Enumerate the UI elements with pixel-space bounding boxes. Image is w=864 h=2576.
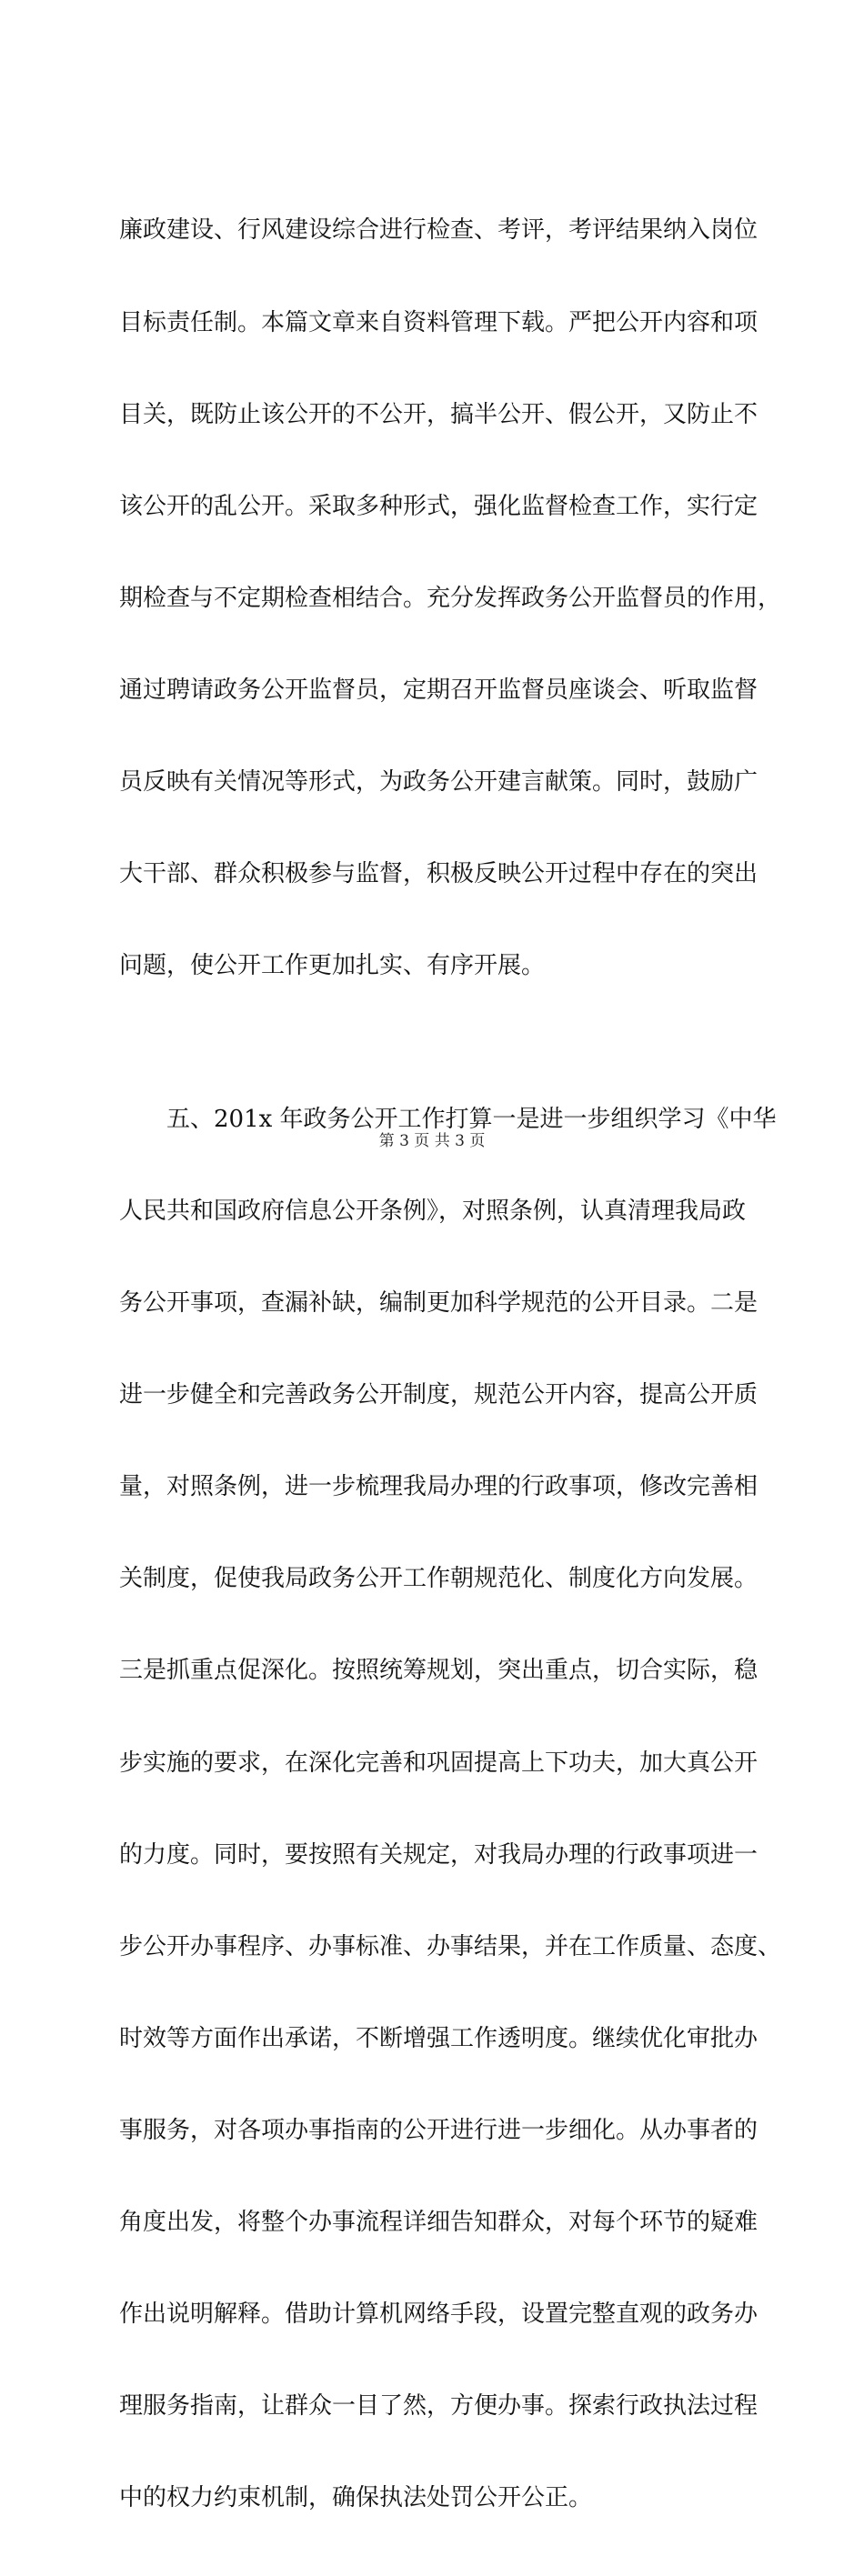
text-line: 大干部、群众积极参与监督，积极反映公开过程中存在的突出 — [119, 860, 759, 888]
text-line: 通过聘请政务公开监督员，定期召开监督员座谈会、听取监督 — [119, 676, 759, 704]
text-line: 进一步健全和完善政务公开制度，规范公开内容，提高公开质 — [119, 1381, 759, 1409]
text-line: 事服务，对各项办事指南的公开进行进一步细化。从办事者的 — [119, 2117, 759, 2144]
text-line: 务公开事项，查漏补缺，编制更加科学规范的公开目录。二是 — [119, 1289, 759, 1318]
text-line: 问题，使公开工作更加扎实、有序开展。 — [119, 952, 546, 980]
text-line: 步公开办事程序、办事标准、办事结果，并在工作质量、态度、 — [119, 1932, 782, 1960]
text-line: 该公开的乱公开。采取多种形式，强化监督检查工作，实行定 — [119, 492, 759, 520]
text-line: 廉政建设、行风建设综合进行检查、考评，考评结果纳入岗位 — [119, 216, 759, 245]
text-line: 角度出发，将整个办事流程详细告知群众，对每个环节的疑难 — [119, 2209, 759, 2237]
paragraph-1 — [119, 155, 782, 1043]
text-line: 五、201x 年政务公开工作打算一是进一步组织学习《中华 — [119, 1105, 777, 1133]
text-line: 量，对照条例，进一步梳理我局办理的行政事项，修改完善相 — [119, 1473, 759, 1501]
text-line: 关制度，促使我局政务公开工作朝规范化、制度化方向发展。 — [119, 1565, 759, 1593]
text-line: 中的权力约束机制，确保执法处罚公开公正。 — [119, 2484, 593, 2512]
text-line: 目标责任制。本篇文章来自资料管理下载。严把公开内容和项 — [119, 308, 759, 336]
page-footer: 第 3 页 共 3 页 — [378, 1132, 486, 1150]
text-line: 员反映有关情况等形式，为政务公开建言献策。同时，鼓励广 — [119, 768, 759, 797]
text-line: 的力度。同时，要按照有关规定，对我局办理的行政事项进一 — [119, 1840, 759, 1869]
paragraph-2 — [119, 1043, 782, 2575]
text-line: 人民共和国政府信息公开条例》，对照条例，认真清理我局政 — [119, 1197, 747, 1225]
document-body — [119, 155, 782, 2576]
text-line: 理服务指南，让群众一目了然，方便办事。探索行政执法过程 — [119, 2392, 759, 2421]
text-line: 时效等方面作出承诺，不断增强工作透明度。继续优化审批办 — [119, 2024, 759, 2052]
text-line: 三是抓重点促深化。按照统筹规划，突出重点，切合实际，稳 — [119, 1657, 759, 1685]
text-line: 目关，既防止该公开的不公开，搞半公开、假公开，又防止不 — [119, 400, 759, 428]
text-line: 步实施的要求，在深化完善和巩固提高上下功夫，加大真公开 — [119, 1749, 759, 1777]
text-line: 期检查与不定期检查相结合。充分发挥政务公开监督员的作用， — [119, 584, 782, 612]
text-line: 作出说明解释。借助计算机网络手段，设置完整直观的政务办 — [119, 2300, 759, 2329]
